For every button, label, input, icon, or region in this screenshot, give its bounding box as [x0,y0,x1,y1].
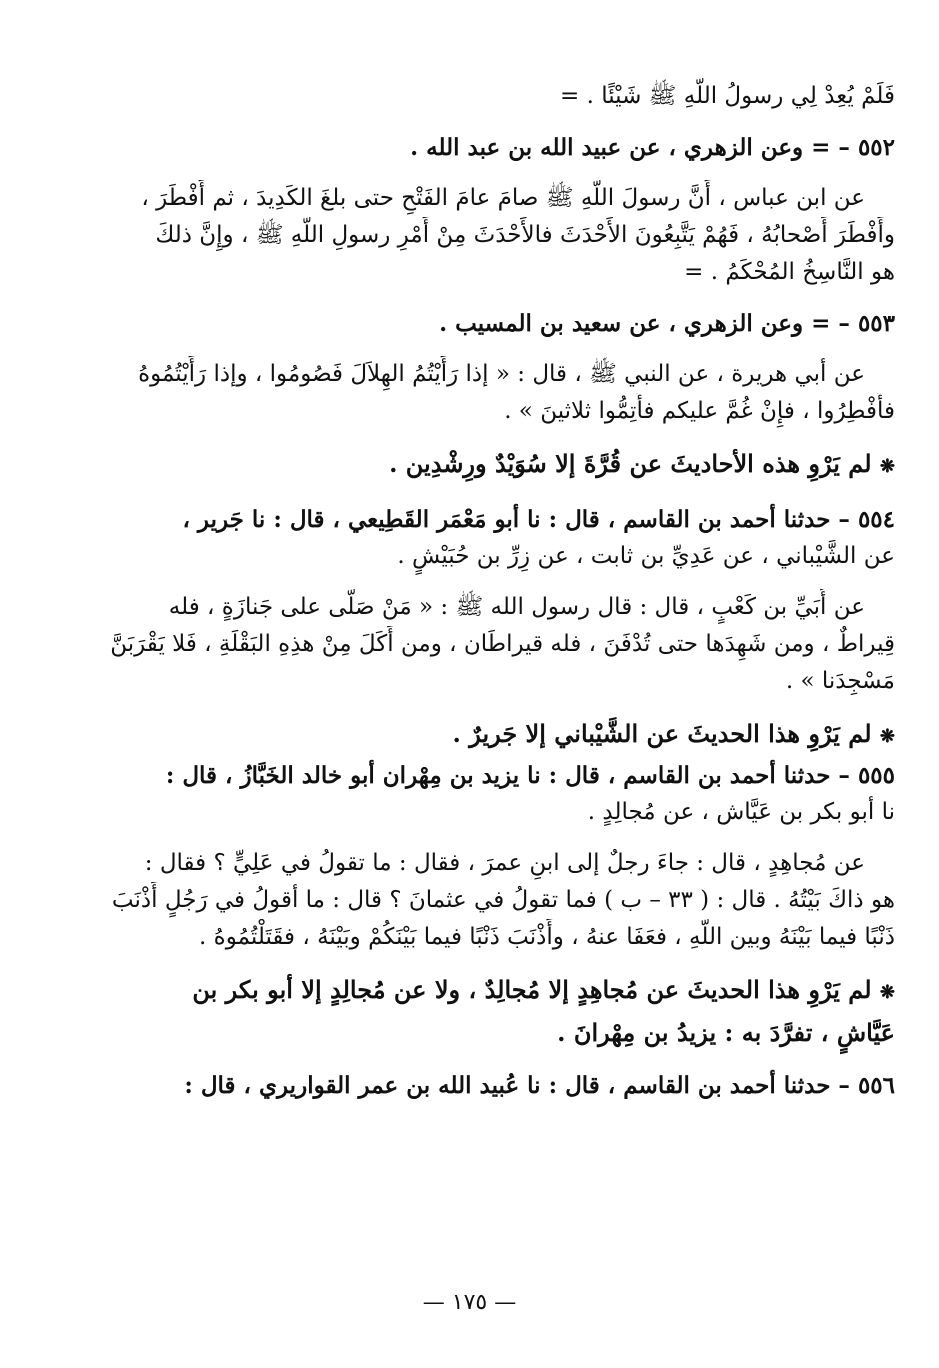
commentary-text: لم يَرْوِ هذا الحديثَ عن مُجاهِدٍ إلا مُجالِدٌ ، ولا عن مُجالِدٍ إلا أبو بكر بن [192,975,872,1004]
text-line: هو النَّاسِخُ المُحْكَمُ . = [684,259,895,285]
text-line: مَسْجِدَنا » . [785,668,895,694]
star-ornament-icon: ❋ [879,982,895,1003]
commentary-text: لم يَرْوِ هذه الأحاديثَ عن قُرَّةَ إلا سُوَيْدٌ ورِشْدِين . [389,449,872,478]
commentary-line [60,970,895,1013]
text-line: عن مُجاهِدٍ ، قال : جاءَ رجلٌ إلى ابنِ عمرَ ، فقال : ما تقولُ في عَلِيٍّ ؟ فقال : [144,850,865,876]
star-ornament-icon: ❋ [879,456,895,477]
page-body [60,78,895,1104]
page-number: — ١٧٥ — [422,1290,517,1315]
text-line: فَلَمْ يُعِدْ لِي رسولُ اللَّهِ ﷺ شَيْئًا . = [560,83,895,109]
hadith-552-heading: ٥٥٢ – = وعن الزهري ، عن عبيد الله بن عبد الله . [410,134,895,161]
commentary-line: عَيَّاشٍ ، تفرَّدَ به : يزيدُ بن مِهْرانَ . [557,1018,895,1047]
text-line: هو ذاكَ بَيْتُهُ . قال : ( ٣٣ – ب ) فما تقولُ في عثمانَ ؟ قال : ما أقولُ في رَجُلٍ أَذْنَبَ [111,887,895,913]
text-line: قِيراطٌ ، ومن شَهِدَها حتى تُدْفَنَ ، فله قيراطَان ، ومن أَكَلَ مِنْ هذِهِ البَقْلَةِ ، فَلا يَقْرَبَنَّ [110,631,895,657]
text-line: عن أبي هريرة ، عن النبي ﷺ ، قال : « إذا رَأَيْتُمُ الهِلاَلَ فَصُومُوا ، وإذا رَأَيْتُمُوهُ [138,361,865,387]
commentary-line [60,714,895,757]
text-line: فأَفْطِرُوا ، فإِنْ غُمَّ عليكم فأَتِمُّوا ثلاثينَ » . [504,398,895,424]
text-line: وأَفْطَرَ أَصْحابُهُ ، فَهُمْ يَتَّبِعُونَ الأَحْدَثَ فالأَحْدَثَ مِنْ أَمْرِ رسولِ اللَّهِ ﷺ ، وإِنَّ ذلكَ [155,222,895,248]
text-line: عن الشَّيْباني ، عن عَدِيِّ بن ثابت ، عن زِرِّ بن حُبَيْشٍ . [397,543,895,569]
star-ornament-icon: ❋ [879,726,895,747]
commentary-text: لم يَرْوِ هذا الحديثَ عن الشَّيْباني إلا جَريرٌ . [452,719,872,748]
hadith-553-heading: ٥٥٣ – = وعن الزهري ، عن سعيد بن المسيب . [439,310,895,337]
commentary-line [60,444,895,487]
hadith-555-heading: ٥٥٥ – حدثنا أحمد بن القاسم ، قال : نا يزيد بن مِهْران أبو خالد الخَبَّازُ ، قال : [165,762,895,789]
text-line: ذَنْبًا فيما بَيْنَهُ وبين اللَّهِ ، فعَفَا عنهُ ، وأَذْنَبَ ذَنْبًا فيما بَيْنَكُمْ وبَيْنَهُ ، فقَتَلْتُمُوهُ . [199,924,895,950]
hadith-554-heading: ٥٥٤ – حدثنا أحمد بن القاسم ، قال : نا أبو مَعْمَر القَطِيعي ، قال : نا جَرير ، [182,506,895,533]
text-line: عن أُبَيِّ بن كَعْبٍ ، قال : قال رسول الله ﷺ : « مَنْ صَلَّى على جَنازَةٍ ، فله [168,594,865,620]
text-line: عن ابن عباس ، أَنَّ رسولَ اللَّهِ ﷺ صامَ عامَ الفَتْحِ حتى بلغَ الكَدِيدَ ، ثم أَفْطَرَ ، [141,185,865,211]
hadith-556-heading: ٥٥٦ – حدثنا أحمد بن القاسم ، قال : نا عُبيد الله بن عمر القواريري ، قال : [184,1072,895,1099]
text-line: نا أبو بكر بن عَيَّاش ، عن مُجالِدٍ . [587,799,895,825]
